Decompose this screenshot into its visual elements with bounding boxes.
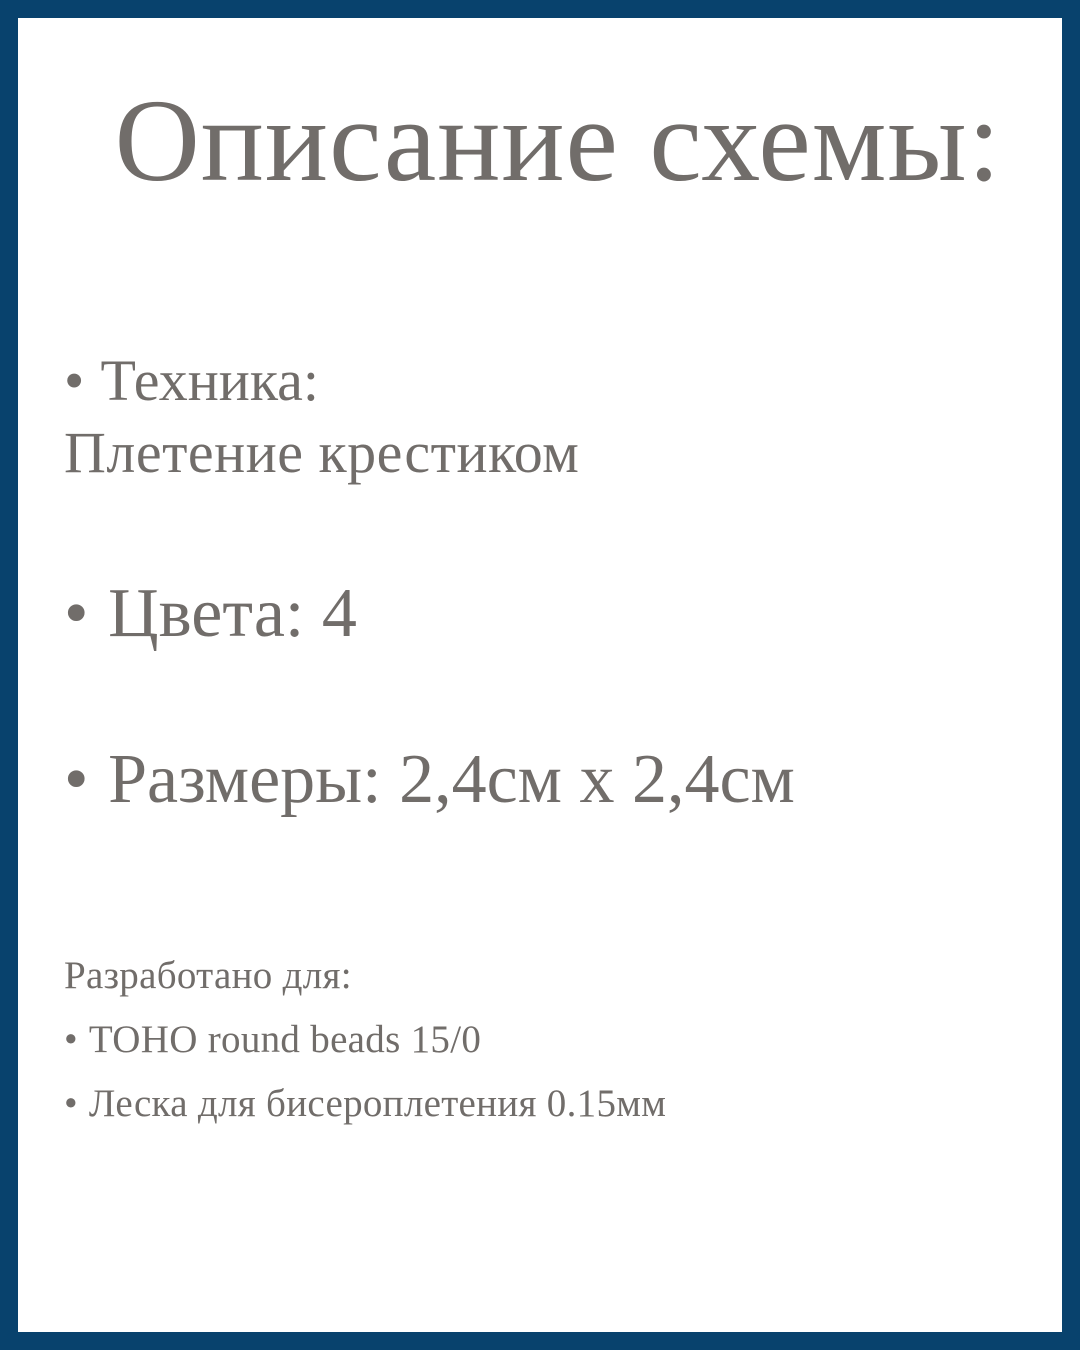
developed-for-label: Разработано для: [64, 954, 352, 997]
bullet-icon: • [64, 1082, 78, 1125]
page-title: Описание схемы: [114, 75, 1002, 206]
colors-item [64, 574, 357, 654]
technique-label: Техника: [100, 348, 319, 413]
sizes-text: Размеры: 2,4см х 2,4см [108, 741, 795, 818]
developed-for-item-text: Леска для бисероплетения 0.15мм [88, 1082, 667, 1125]
sizes-item [64, 740, 795, 820]
developed-for-item-text: TOHO round beads 15/0 [88, 1018, 482, 1061]
bullet-icon: • [64, 741, 89, 818]
developed-for-item [64, 1080, 666, 1128]
bullet-icon: • [64, 1018, 78, 1061]
bullet-icon: • [64, 575, 89, 652]
colors-text: Цвета: 4 [108, 575, 357, 652]
bullet-icon: • [64, 348, 85, 413]
developed-for-item [64, 1016, 481, 1064]
technique-item [64, 348, 319, 414]
technique-value: Плетение крестиком [64, 420, 580, 485]
